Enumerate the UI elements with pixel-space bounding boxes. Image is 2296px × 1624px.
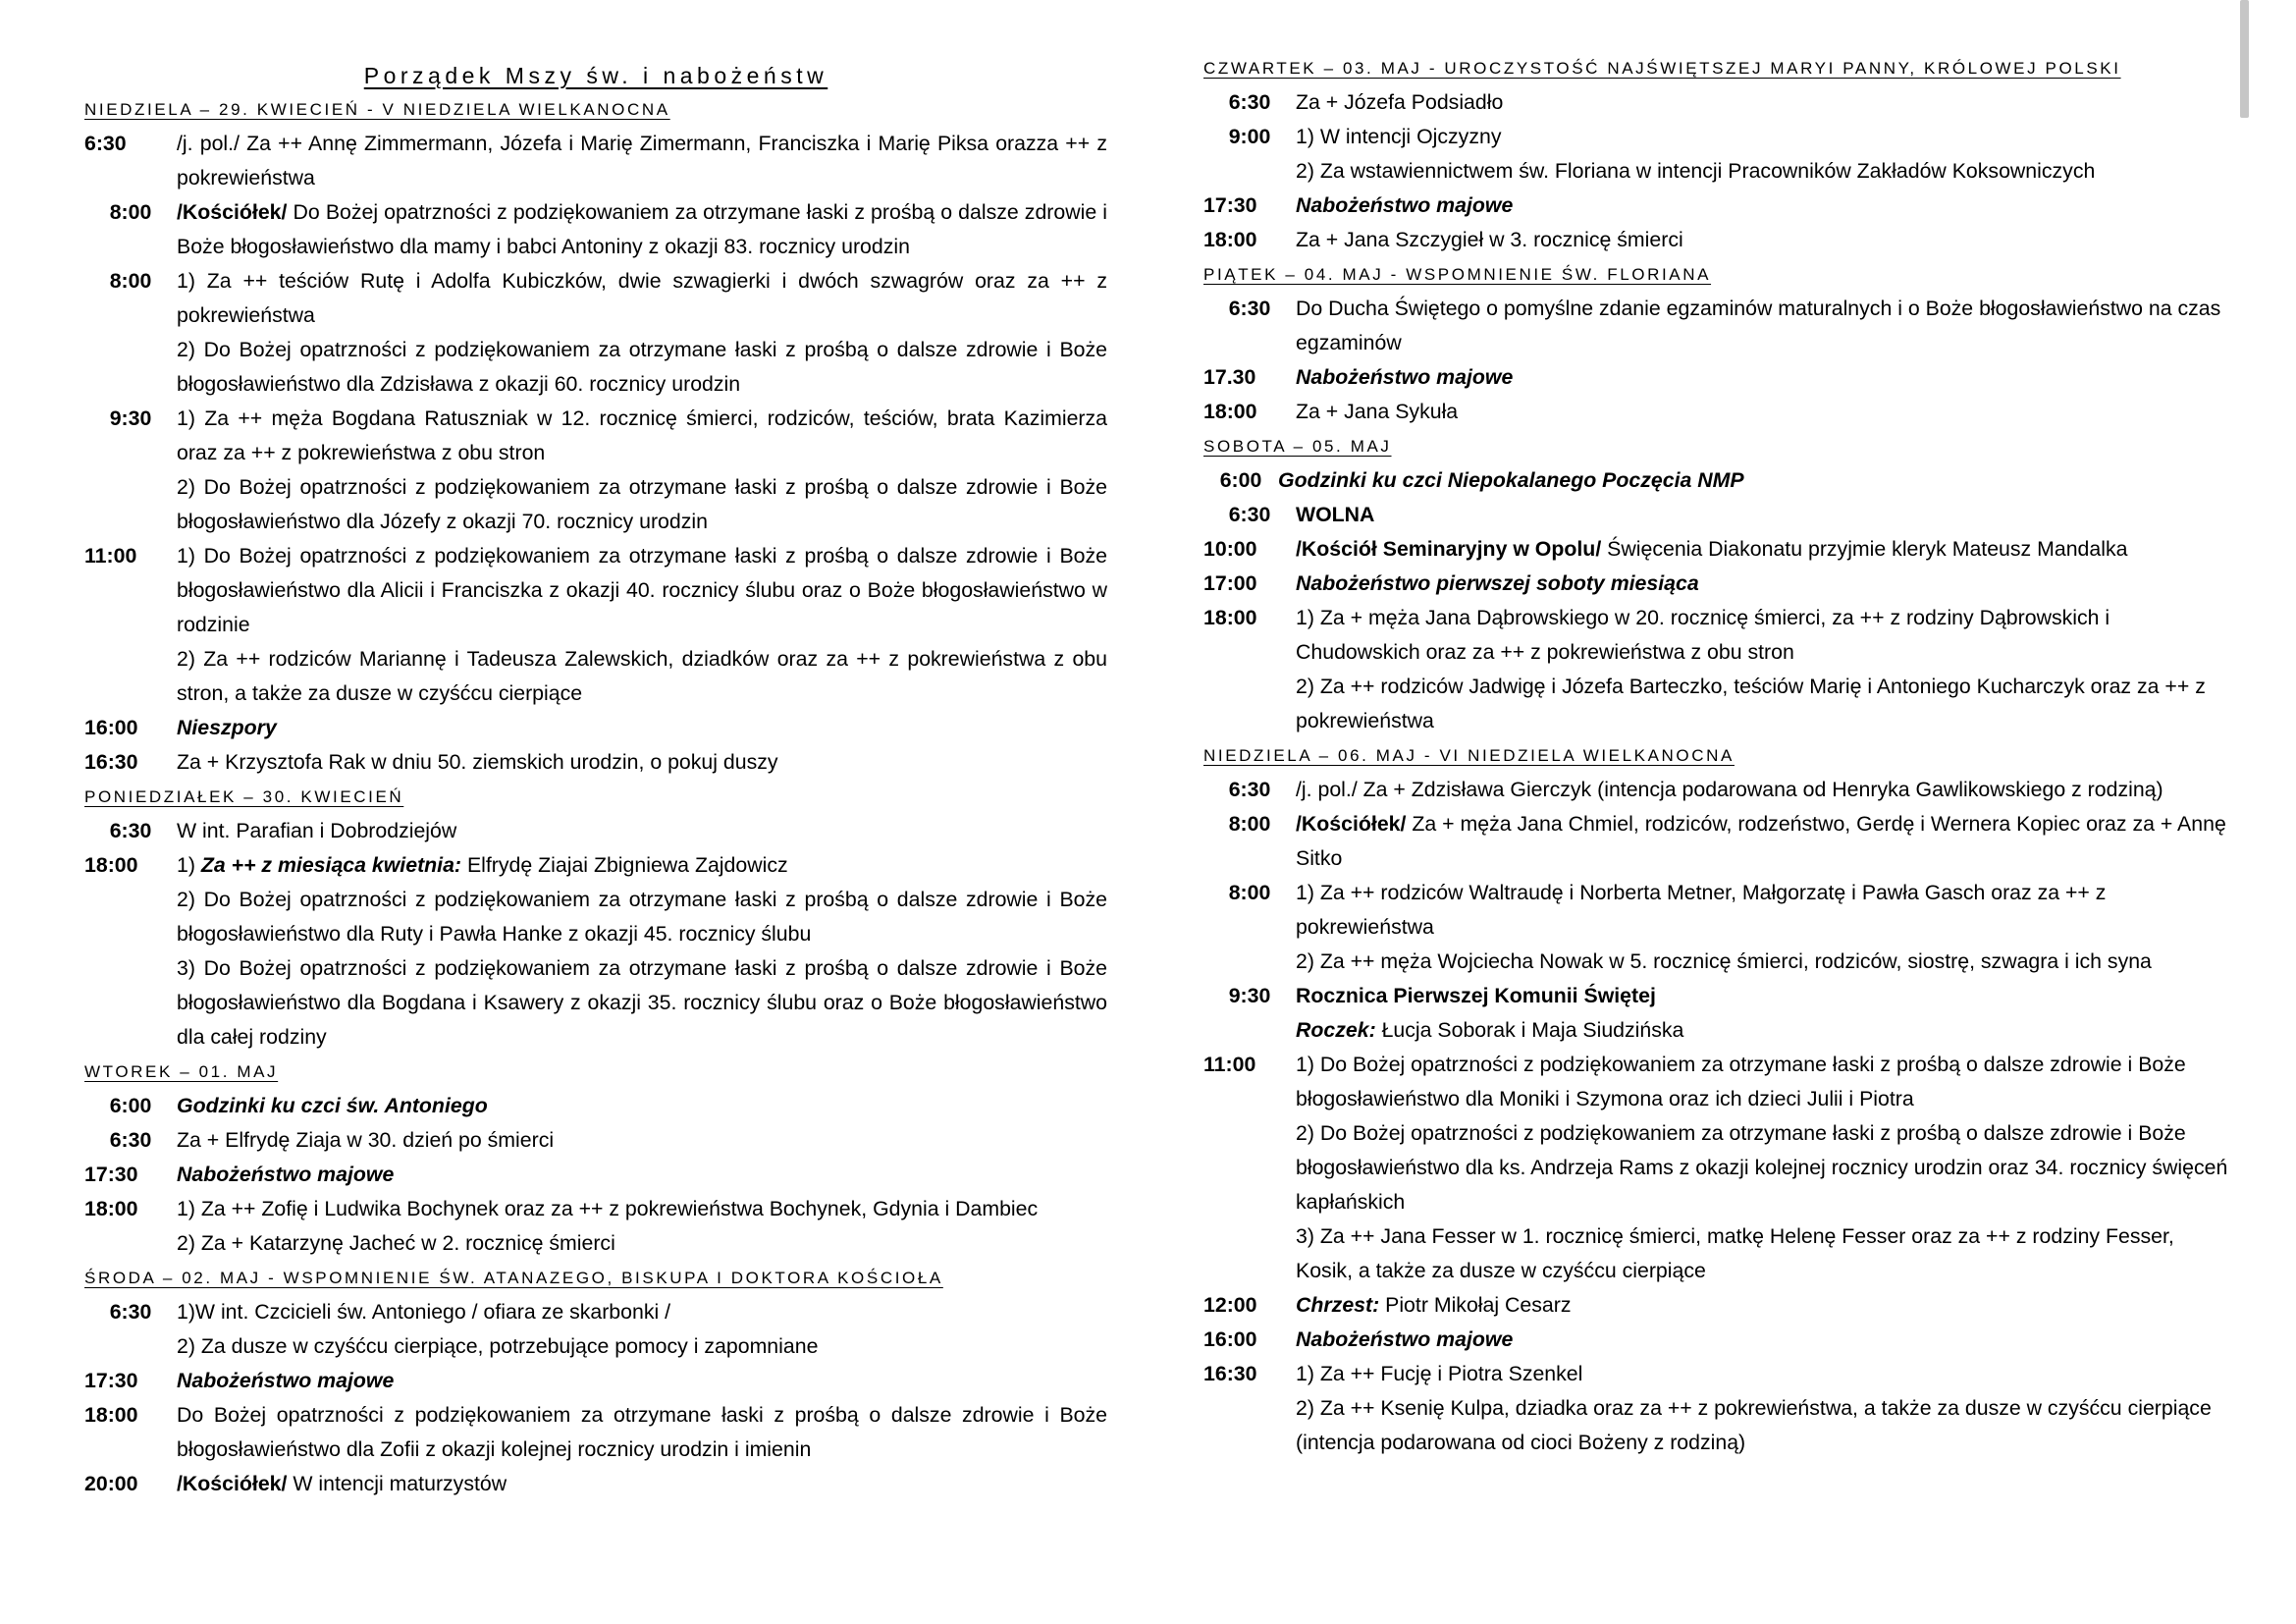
intention-text <box>1296 1013 2232 1048</box>
intention-segment: 1) Za ++ męża Bogdana Ratuszniak w 12. rocznicę śmierci, rodziców, teściów, brata Kazimierza oraz za ++ z pokrewieństwa z obu stron <box>177 406 1107 464</box>
schedule-entry <box>1203 807 2232 876</box>
schedule-entry <box>84 1467 1107 1501</box>
intention-segment: 2) Za + Katarzynę Jacheć w 2. rocznicę śmierci <box>177 1231 615 1255</box>
entry-intentions <box>1296 223 2232 257</box>
intention-segment: Za + Krzysztofa Rak w dniu 50. ziemskich urodzin, o pokuj duszy <box>177 750 778 774</box>
entry-intentions <box>1296 120 2232 189</box>
entry-intentions <box>177 1192 1107 1261</box>
entry-intentions <box>1296 189 2232 223</box>
entry-time: 8:00 <box>109 269 152 293</box>
entry-intentions <box>1296 773 2232 807</box>
intention-text <box>177 1158 1107 1192</box>
entry-intentions <box>1296 395 2232 429</box>
entry-intentions <box>1296 1323 2232 1357</box>
schedule-entry <box>84 1364 1107 1398</box>
intention-segment: 1) Za ++ Zofię i Ludwika Bochynek oraz za ++ z pokrewieństwa Bochynek, Gdynia i Dambiec <box>177 1197 1039 1220</box>
intention-segment: 2) Za ++ męża Wojciecha Nowak w 5. rocznicę śmierci, rodziców, siostrę, szwagra i ich syna <box>1296 949 2152 973</box>
schedule-entry <box>1203 292 2232 360</box>
intention-text <box>177 883 1107 951</box>
schedule-entry <box>1203 189 2232 223</box>
schedule-entry <box>1203 1323 2232 1357</box>
entry-intentions <box>177 711 1107 745</box>
entry-intentions <box>177 1398 1107 1467</box>
intention-segment: za ++ z pokrewieństwa <box>177 132 1107 189</box>
intention-segment: Do Bożej opatrzności z podziękowaniem za otrzymane łaski z prośbą o dalsze zdrowie i Boże błogosławieństwo dla Zofii z okazji kolejnej rocznicy urodzin i imienin <box>177 1403 1107 1461</box>
intention-text <box>1296 1219 2232 1288</box>
intention-segment: Za + Jana Sykuła <box>1296 400 1459 423</box>
entry-time: 6:30 <box>109 1300 152 1324</box>
intention-text <box>177 1295 1107 1329</box>
entry-time: 20:00 <box>84 1472 138 1495</box>
intention-text <box>177 402 1107 470</box>
intention-segment: 1) Do Bożej opatrzności z podziękowaniem za otrzymane łaski z prośbą o dalsze zdrowie i Boże błogosławieństwo dla Alicii i Franciszka z okazji 40. rocznicy ślubu oraz o Boże błogosławieństwo w rodzinie <box>177 544 1107 636</box>
schedule-entry <box>84 1398 1107 1467</box>
entry-intentions <box>177 814 1107 848</box>
intention-segment: 1) W intencji Ojczyzny <box>1296 125 1502 148</box>
schedule-entry <box>1203 360 2232 395</box>
intention-segment: 2) Za ++ rodziców Mariannę i Tadeusza Zalewskich, dziadków oraz za ++ z pokrewieństwa z obu stron, a także za dusze w czyśćcu cierpiące <box>177 647 1107 705</box>
intention-text <box>177 1364 1107 1398</box>
entry-intentions <box>1296 498 2232 532</box>
entry-time: 12:00 <box>1203 1293 1257 1317</box>
entry-time: 18:00 <box>1203 606 1257 629</box>
intention-emphasis: Roczek: <box>1296 1018 1376 1042</box>
entry-intentions <box>1296 807 2232 876</box>
entry-time: 9:00 <box>1228 125 1271 148</box>
entry-intentions <box>177 848 1107 1055</box>
entry-time: 6:00 <box>109 1094 152 1117</box>
entry-time: 8:00 <box>109 200 152 224</box>
entry-time: 10:00 <box>1203 537 1257 561</box>
intention-segment: Za + Elfrydę Ziaja w 30. dzień po śmierci <box>177 1128 555 1152</box>
intention-text <box>177 814 1107 848</box>
entry-time: 9:30 <box>109 406 152 430</box>
intention-segment: W int. Parafian i Dobrodziejów <box>177 819 457 842</box>
entry-intentions <box>1296 1357 2232 1460</box>
schedule-entry <box>1203 223 2232 257</box>
day-heading: NIEDZIELA – 06. MAJ - VI NIEDZIELA WIELKANOCNA <box>1203 746 1735 765</box>
intention-text <box>1296 1048 2232 1116</box>
entry-time: 6:30 <box>109 1128 152 1152</box>
intention-segment: 1) Za ++ Fucję i Piotra Szenkel <box>1296 1362 1583 1385</box>
entry-intentions <box>1296 876 2232 979</box>
entry-time: 16:30 <box>84 750 138 774</box>
intention-segment: 3) Do Bożej opatrzności z podziękowaniem za otrzymane łaski z prośbą o dalsze zdrowie i Boże błogosławieństwo dla Bogdana i Ksawery z okazji 35. rocznicy ślubu oraz o Boże błogosławieństwo dla całej rodziny <box>177 956 1107 1049</box>
schedule-entry <box>1203 532 2232 567</box>
intention-text <box>177 470 1107 539</box>
intention-segment: 2) Do Bożej opatrzności z podziękowaniem za otrzymane łaski z prośbą o dalsze zdrowie i Boże błogosławieństwo dla Ruty i Pawła Hanke z okazji 45. rocznicy ślubu <box>177 888 1107 946</box>
intention-emphasis: /Kościółek/ <box>177 200 288 224</box>
schedule-entry <box>1203 1048 2232 1288</box>
entry-intentions <box>1296 601 2232 738</box>
schedule-entry <box>84 814 1107 848</box>
intention-text <box>177 1398 1107 1467</box>
intention-emphasis: Nieszpory <box>177 716 277 739</box>
entry-intentions <box>177 127 1107 195</box>
entry-time: 6:30 <box>84 132 127 155</box>
intention-segment: Elfrydę Ziajai Zbigniewa Zajdowicz <box>461 853 788 877</box>
intention-text <box>1296 532 2232 567</box>
intention-text <box>177 1467 1107 1501</box>
entry-intentions <box>1296 85 2232 120</box>
intention-segment: 2) Do Bożej opatrzności z podziękowaniem za otrzymane łaski z prośbą o dalsze zdrowie i Boże błogosławieństwo dla Zdzisława z okazji 60. rocznicy urodzin <box>177 338 1107 396</box>
entry-time: 11:00 <box>84 544 137 568</box>
intention-segment: Łucja Soborak i Maja Siudzińska <box>1375 1018 1684 1042</box>
intention-text <box>1296 1391 2232 1460</box>
intention-text <box>1296 807 2232 876</box>
schedule-entry <box>84 539 1107 711</box>
entry-time: 18:00 <box>84 853 138 877</box>
schedule-entry <box>1203 1288 2232 1323</box>
intention-segment: 1)W int. Czcicieli św. Antoniego / ofiara ze skarbonki / <box>177 1300 671 1324</box>
intention-text <box>1296 876 2232 945</box>
intention-text <box>1296 670 2232 738</box>
intention-text <box>177 642 1107 711</box>
intention-emphasis: Nabożeństwo majowe <box>1296 365 1514 389</box>
entry-time: 6:30 <box>1228 297 1271 320</box>
intention-segment: Święcenia Diakonatu przyjmie kleryk Mateusz Mandalka <box>1601 537 2128 561</box>
intention-segment: Za + Jana Szczygieł w 3. rocznicę śmierci <box>1296 228 1683 251</box>
intention-segment: /j. pol./ Za ++ Annę Zimmermann, Józefa i Marię Zimermann, Franciszka i Marię Piksa oraz <box>177 132 1037 155</box>
intention-emphasis: /Kościół Seminaryjny w Opolu/ <box>1296 537 1602 561</box>
entry-time: 16:00 <box>1203 1327 1257 1351</box>
entry-time: 17:30 <box>1203 193 1257 217</box>
entry-time: 6:30 <box>1228 778 1271 801</box>
entry-intentions <box>177 1295 1107 1364</box>
intention-text <box>1296 360 2232 395</box>
schedule-entry <box>1203 463 2232 498</box>
schedule-entry <box>84 745 1107 780</box>
schedule-entry <box>84 402 1107 539</box>
intention-text <box>177 1329 1107 1364</box>
schedule-entry <box>1203 601 2232 738</box>
intention-emphasis: Nabożeństwo majowe <box>1296 1327 1514 1351</box>
schedule-entry <box>84 127 1107 195</box>
intention-emphasis: Nabożeństwo majowe <box>1296 193 1514 217</box>
schedule-entry <box>84 1158 1107 1192</box>
entry-intentions <box>177 1123 1107 1158</box>
entry-time: 11:00 <box>1203 1053 1256 1076</box>
entry-intentions <box>177 745 1107 780</box>
schedule-entry <box>84 195 1107 264</box>
intention-text <box>177 951 1107 1055</box>
intention-segment: 2) Za dusze w czyśćcu cierpiące, potrzebujące pomocy i zapomniane <box>177 1334 819 1358</box>
intention-segment: 2) Za ++ rodziców Jadwigę i Józefa Barteczko, teściów Marię i Antoniego Kucharczyk oraz za ++ z pokrewieństwa <box>1296 675 2206 732</box>
intention-text <box>1296 189 2232 223</box>
entry-time: 16:00 <box>84 716 138 739</box>
intention-text <box>1296 498 2232 532</box>
intention-text <box>1296 292 2232 360</box>
schedule-entry <box>1203 85 2232 120</box>
intention-text <box>1296 85 2232 120</box>
entry-intentions <box>177 1467 1107 1501</box>
schedule-list-right <box>1203 51 2232 1460</box>
intention-text <box>177 745 1107 780</box>
intention-emphasis: Za ++ z miesiąca kwietnia: <box>200 853 462 877</box>
entry-intentions <box>1296 979 2232 1048</box>
intention-text <box>177 1226 1107 1261</box>
schedule-entry <box>1203 773 2232 807</box>
schedule-list-left <box>84 92 1107 1501</box>
right-column <box>1203 0 2232 1460</box>
intention-text <box>177 1089 1107 1123</box>
schedule-entry <box>1203 120 2232 189</box>
entry-time: 16:30 <box>1203 1362 1257 1385</box>
day-heading: NIEDZIELA – 29. KWIECIEŃ - V NIEDZIELA WIELKANOCNA <box>84 100 670 119</box>
intention-segment: Do Ducha Świętego o pomyślne zdanie egzaminów maturalnych i o Boże błogosławieństwo na czas egzaminów <box>1296 297 2221 354</box>
entry-time: 17:30 <box>84 1369 138 1392</box>
entry-time: 6:30 <box>1228 90 1271 114</box>
intention-segment: 1) Za + męża Jana Dąbrowskiego w 20. rocznicę śmierci, za ++ z rodziny Dąbrowskich i Chudowskich oraz za ++ z pokrewieństwa z obu stron <box>1296 606 2110 664</box>
entry-time: 6:30 <box>1228 503 1271 526</box>
day-heading: CZWARTEK – 03. MAJ - UROCZYSTOŚĆ NAJŚWIĘTSZEJ MARYI PANNY, KRÓLOWEJ POLSKI <box>1203 59 2121 78</box>
intention-text <box>1296 773 2232 807</box>
entry-intentions <box>177 1364 1107 1398</box>
entry-time: 17:00 <box>1203 571 1257 595</box>
intention-segment: /j. pol./ Za + Zdzisława Gierczyk (intencja podarowana od Henryka Gawlikowskiego z rodziną) <box>1296 778 2163 801</box>
intention-segment: 1) Za ++ teściów Rutę i Adolfa Kubiczków, dwie szwagierki i dwóch szwagrów oraz za ++ z pokrewieństwa <box>177 269 1107 327</box>
entry-intentions <box>177 1158 1107 1192</box>
intention-text <box>177 1192 1107 1226</box>
intention-text <box>1296 1357 2232 1391</box>
entry-time: 18:00 <box>84 1197 138 1220</box>
intention-segment: W intencji maturzystów <box>287 1472 507 1495</box>
entry-intentions <box>1296 567 2232 601</box>
intention-segment: Za + męża Jana Chmiel, rodziców, rodzeństwo, Gerdę i Wernera Kopiec oraz za + Annę Sitko <box>1296 812 2226 870</box>
intention-segment: Do Bożej opatrzności z podziękowaniem za otrzymane łaski z prośbą o dalsze zdrowie i Boże błogosławieństwo dla mamy i babci Antoniny z okazji 83. rocznicy urodzin <box>177 200 1107 258</box>
intention-segment: 1) Za ++ rodziców Waltraudę i Norberta Metner, Małgorzatę i Pawła Gasch oraz za ++ z pokrewieństwa <box>1296 881 2107 939</box>
intention-text <box>177 1123 1107 1158</box>
intention-text <box>1296 979 2232 1013</box>
entry-time: 9:30 <box>1228 984 1271 1007</box>
entry-intentions <box>1296 292 2232 360</box>
schedule-entry <box>84 1123 1107 1158</box>
page-title: Porządek Mszy św. i nabożeństw <box>363 63 828 88</box>
schedule-entry <box>84 1295 1107 1364</box>
intention-emphasis: Nabożeństwo majowe <box>177 1369 395 1392</box>
schedule-entry <box>1203 1357 2232 1460</box>
entry-time: 8:00 <box>1228 881 1271 904</box>
intention-emphasis: WOLNA <box>1296 503 1375 526</box>
entry-time: 18:00 <box>84 1403 138 1427</box>
intention-segment: 2) Do Bożej opatrzności z podziękowaniem za otrzymane łaski z prośbą o dalsze zdrowie i Boże błogosławieństwo dla Józefy z okazji 70. rocznicy urodzin <box>177 475 1107 533</box>
intention-emphasis: Godzinki ku czci św. Antoniego <box>177 1094 488 1117</box>
entry-intentions <box>1296 532 2232 567</box>
intention-emphasis: Nabożeństwo majowe <box>177 1163 395 1186</box>
entry-intentions <box>177 402 1107 539</box>
day-heading: SOBOTA – 05. MAJ <box>1203 437 1392 456</box>
entry-intentions <box>1296 1048 2232 1288</box>
schedule-entry <box>84 711 1107 745</box>
day-heading: ŚRODA – 02. MAJ - WSPOMNIENIE ŚW. ATANAZEGO, BISKUPA I DOKTORA KOŚCIOŁA <box>84 1269 943 1287</box>
day-heading: PONIEDZIAŁEK – 30. KWIECIEŃ <box>84 787 404 806</box>
intention-text <box>1296 1288 2232 1323</box>
intention-text <box>177 333 1107 402</box>
intention-segment: 2) Za ++ Ksenię Kulpa, dziadka oraz za ++ z pokrewieństwa, a także za dusze w czyśćcu cierpiące (intencja podarowana od cioci Bożeny z rodziną) <box>1296 1396 2212 1454</box>
entry-time: 6:30 <box>109 819 152 842</box>
intention-text <box>1296 223 2232 257</box>
schedule-entry <box>1203 567 2232 601</box>
schedule-entry <box>84 1192 1107 1261</box>
intention-segment: Za + Józefa Podsiadło <box>1296 90 1504 114</box>
intention-segment: 2) Do Bożej opatrzności z podziękowaniem za otrzymane łaski z prośbą o dalsze zdrowie i Boże błogosławieństwo dla ks. Andrzeja Rams z okazji kolejnej rocznicy urodzin oraz 34. rocznicy święceń kapłańskich <box>1296 1121 2228 1214</box>
intention-emphasis: /Kościółek/ <box>177 1472 288 1495</box>
entry-intentions <box>1296 360 2232 395</box>
intention-text <box>177 539 1107 642</box>
intention-text <box>177 195 1107 264</box>
intention-text <box>1296 567 2232 601</box>
schedule-entry <box>1203 876 2232 979</box>
entry-time: 18:00 <box>1203 400 1257 423</box>
left-column <box>84 0 1107 1501</box>
schedule-entry <box>84 264 1107 402</box>
intention-segment: Piotr Mikołaj Cesarz <box>1379 1293 1572 1317</box>
intention-text <box>177 264 1107 333</box>
scrollbar-thumb[interactable] <box>2240 0 2249 118</box>
schedule-entry <box>84 1089 1107 1123</box>
intention-segment: 2) Za wstawiennictwem św. Floriana w intencji Pracowników Zakładów Koksowniczych <box>1296 159 2096 183</box>
entry-intentions <box>1296 1288 2232 1323</box>
day-heading: PIĄTEK – 04. MAJ - WSPOMNIENIE ŚW. FLORIANA <box>1203 265 1712 284</box>
intention-emphasis: Rocznica Pierwszej Komunii Świętej <box>1296 984 1656 1007</box>
entry-time: 17.30 <box>1203 365 1256 389</box>
intention-emphasis: Godzinki ku czci Niepokalanego Poczęcia NMP <box>1278 468 1744 492</box>
entry-time: 18:00 <box>1203 228 1257 251</box>
entry-time: 6:00 <box>1219 468 1262 492</box>
entry-intentions <box>177 264 1107 402</box>
schedule-entry <box>84 848 1107 1055</box>
intention-segment: 1) Do Bożej opatrzności z podziękowaniem za otrzymane łaski z prośbą o dalsze zdrowie i Boże błogosławieństwo dla Moniki i Szymona oraz ich dzieci Julii i Piotra <box>1296 1053 2186 1110</box>
intention-text <box>1296 1323 2232 1357</box>
intention-text <box>1296 1116 2232 1219</box>
entry-intentions <box>1278 463 2232 498</box>
intention-text <box>1296 120 2232 154</box>
intention-emphasis: Chrzest: <box>1296 1293 1380 1317</box>
intention-text <box>177 848 1107 883</box>
intention-text <box>1278 463 2232 498</box>
schedule-entry <box>1203 979 2232 1048</box>
schedule-entry <box>1203 498 2232 532</box>
day-heading: WTOREK – 01. MAJ <box>84 1062 279 1081</box>
intention-emphasis: /Kościółek/ <box>1296 812 1407 836</box>
intention-text <box>1296 154 2232 189</box>
intention-emphasis: Nabożeństwo pierwszej soboty miesiąca <box>1296 571 1699 595</box>
intention-segment: 1) <box>177 853 201 877</box>
intention-segment: 3) Za ++ Jana Fesser w 1. rocznicę śmierci, matkę Helenę Fesser oraz za ++ z rodziny Fesser, Kosik, a także za dusze w czyśćcu cierpiące <box>1296 1224 2174 1282</box>
schedule-entry <box>1203 395 2232 429</box>
intention-text <box>1296 395 2232 429</box>
entry-time: 17:30 <box>84 1163 138 1186</box>
intention-text <box>177 711 1107 745</box>
intention-text <box>177 127 1107 195</box>
intention-text <box>1296 945 2232 979</box>
entry-intentions <box>177 1089 1107 1123</box>
entry-intentions <box>177 539 1107 711</box>
entry-time: 8:00 <box>1228 812 1271 836</box>
entry-intentions <box>177 195 1107 264</box>
intention-text <box>1296 601 2232 670</box>
